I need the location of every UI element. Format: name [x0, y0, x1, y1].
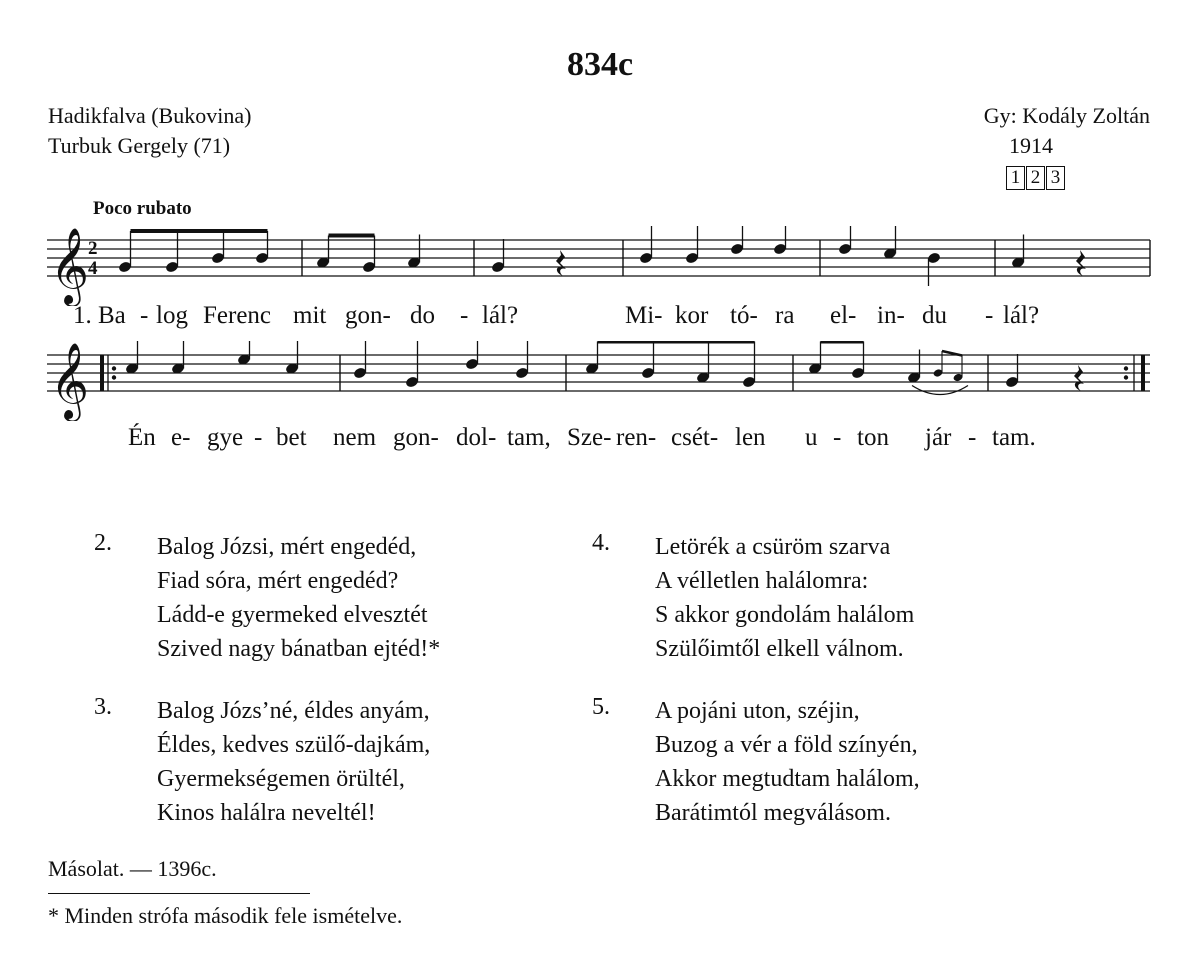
notes: [118, 226, 1150, 286]
verse-number: 3.: [94, 694, 112, 720]
lyric-syllable: -: [140, 302, 149, 329]
footnote-divider: [48, 893, 310, 894]
copy-note: Másolat. — 1396c.: [48, 856, 217, 881]
repeat-dot: [1124, 366, 1128, 370]
music-staff-2: [0, 341, 1200, 421]
verse-line: Balog Józs’né, éldes anyám,: [157, 698, 430, 724]
repeat-barline-thick: [100, 355, 104, 391]
lyric-syllable: mit: [293, 302, 327, 329]
lyric-syllable: du: [922, 302, 947, 329]
time-signature-bottom: 4: [88, 258, 98, 279]
verse-text: [655, 694, 920, 830]
repeat-dot: [1124, 375, 1128, 379]
verse-line: Kinos halálra neveltél!: [157, 800, 376, 826]
lyric-syllable: in-: [877, 302, 905, 329]
lyric-syllable: ton: [857, 424, 889, 451]
treble-clef-icon: 𝄞: [50, 227, 90, 304]
verse-line: A vélletlen halálomra:: [655, 568, 869, 594]
lyric-syllable: -: [833, 424, 842, 451]
lyric-syllable: u: [805, 424, 818, 451]
verse-line: Szived nagy bánatban ejtéd!*: [157, 636, 441, 662]
verse-line: Szülőimtől elkell válnom.: [655, 636, 904, 662]
footnote: * Minden strófa második fele ismételve.: [48, 903, 403, 928]
verse-number: 2.: [94, 530, 112, 556]
lyric-syllable: el-: [830, 302, 857, 329]
lyric-syllable: tó-: [730, 302, 758, 329]
verse-text: [655, 530, 914, 666]
lyric-syllable: gye: [207, 424, 244, 451]
verse-line: Ládd-e gyermeked elvesztét: [157, 602, 428, 628]
year-label: 1914: [1009, 133, 1053, 158]
verse-line: Gyermekségemen örültél,: [157, 766, 405, 792]
lyric-syllable: lál?: [482, 302, 519, 329]
tune-boxes: [1006, 166, 1066, 190]
treble-clef-icon: 𝄞: [50, 342, 90, 419]
page-title: 834c: [566, 46, 634, 83]
repeat-barline-thick: [1141, 355, 1145, 391]
lyric-syllable: kor: [675, 302, 709, 329]
verse-number: 5.: [592, 694, 610, 720]
lyric-syllable: -: [985, 302, 994, 329]
tune-box: 2: [1026, 166, 1045, 190]
lyric-syllable: -: [460, 302, 469, 329]
place-label: Hadikfalva (Bukovina): [48, 103, 252, 128]
music-staff-1: [0, 226, 1200, 306]
lyric-syllable: -: [968, 424, 977, 451]
repeat-dot: [112, 366, 116, 370]
notes: [100, 341, 1145, 395]
verse-line: Letörék a csüröm szarva: [655, 534, 891, 560]
tune-box: 1: [1006, 166, 1025, 190]
verse-line: Akkor megtudtam halálom,: [655, 766, 920, 792]
verse-line: S akkor gondolám halálom: [655, 602, 915, 628]
slur: [912, 386, 968, 395]
lyric-syllable: Mi-: [625, 302, 663, 329]
lyric-syllable: nem: [333, 424, 377, 451]
verse-line: Balog Józsi, mért engedéd,: [157, 534, 417, 560]
staff-lines: [47, 355, 1150, 391]
collector-label: Gy: Kodály Zoltán: [983, 103, 1150, 128]
repeat-dot: [112, 375, 116, 379]
verse-text: [157, 694, 430, 830]
quarter-rest-icon: [556, 250, 566, 276]
singer-label: Turbuk Gergely (71): [48, 133, 231, 158]
time-signature-top: 2: [88, 238, 98, 259]
lyric-syllable: ra: [775, 302, 795, 329]
lyric-syllable: dol-: [456, 424, 497, 451]
lyric-syllable: gon-: [345, 302, 391, 329]
lyric-syllable: gon-: [393, 424, 439, 451]
quarter-rest-icon: [1076, 250, 1086, 276]
lyric-syllable: -: [254, 424, 263, 451]
lyric-syllable: csét-: [671, 424, 719, 451]
verse-line: Éldes, kedves szülő-dajkám,: [157, 732, 431, 758]
lyric-syllable: e-: [171, 424, 191, 451]
lyric-syllable: Ferenc: [203, 302, 272, 329]
lyric-syllable: 1. Ba: [73, 302, 126, 329]
lyric-syllable: jár: [925, 424, 952, 451]
lyric-syllable: ren-: [616, 424, 657, 451]
lyric-syllable: tam.: [992, 424, 1036, 451]
quarter-rest-icon: [1074, 365, 1084, 391]
lyric-syllable: tam,: [507, 424, 551, 451]
tempo-marking: Poco rubato: [93, 198, 192, 219]
lyric-syllable: log: [156, 302, 188, 329]
tune-box: 3: [1046, 166, 1065, 190]
verse-line: Barátimtól megválásom.: [655, 800, 891, 826]
verse-line: A pojáni uton, széjin,: [655, 698, 860, 724]
lyric-syllable: bet: [276, 424, 307, 451]
verse-number: 4.: [592, 530, 610, 556]
verse-text: [157, 530, 440, 666]
verse-line: Fiad sóra, mért engedéd?: [157, 568, 399, 594]
lyric-syllable: do: [410, 302, 435, 329]
lyric-syllable: Sze-: [567, 424, 612, 451]
lyric-syllable: lál?: [1003, 302, 1040, 329]
lyric-syllable: len: [735, 424, 766, 451]
verse-line: Buzog a vér a föld színyén,: [655, 732, 918, 758]
lyric-syllable: Én: [128, 424, 156, 451]
